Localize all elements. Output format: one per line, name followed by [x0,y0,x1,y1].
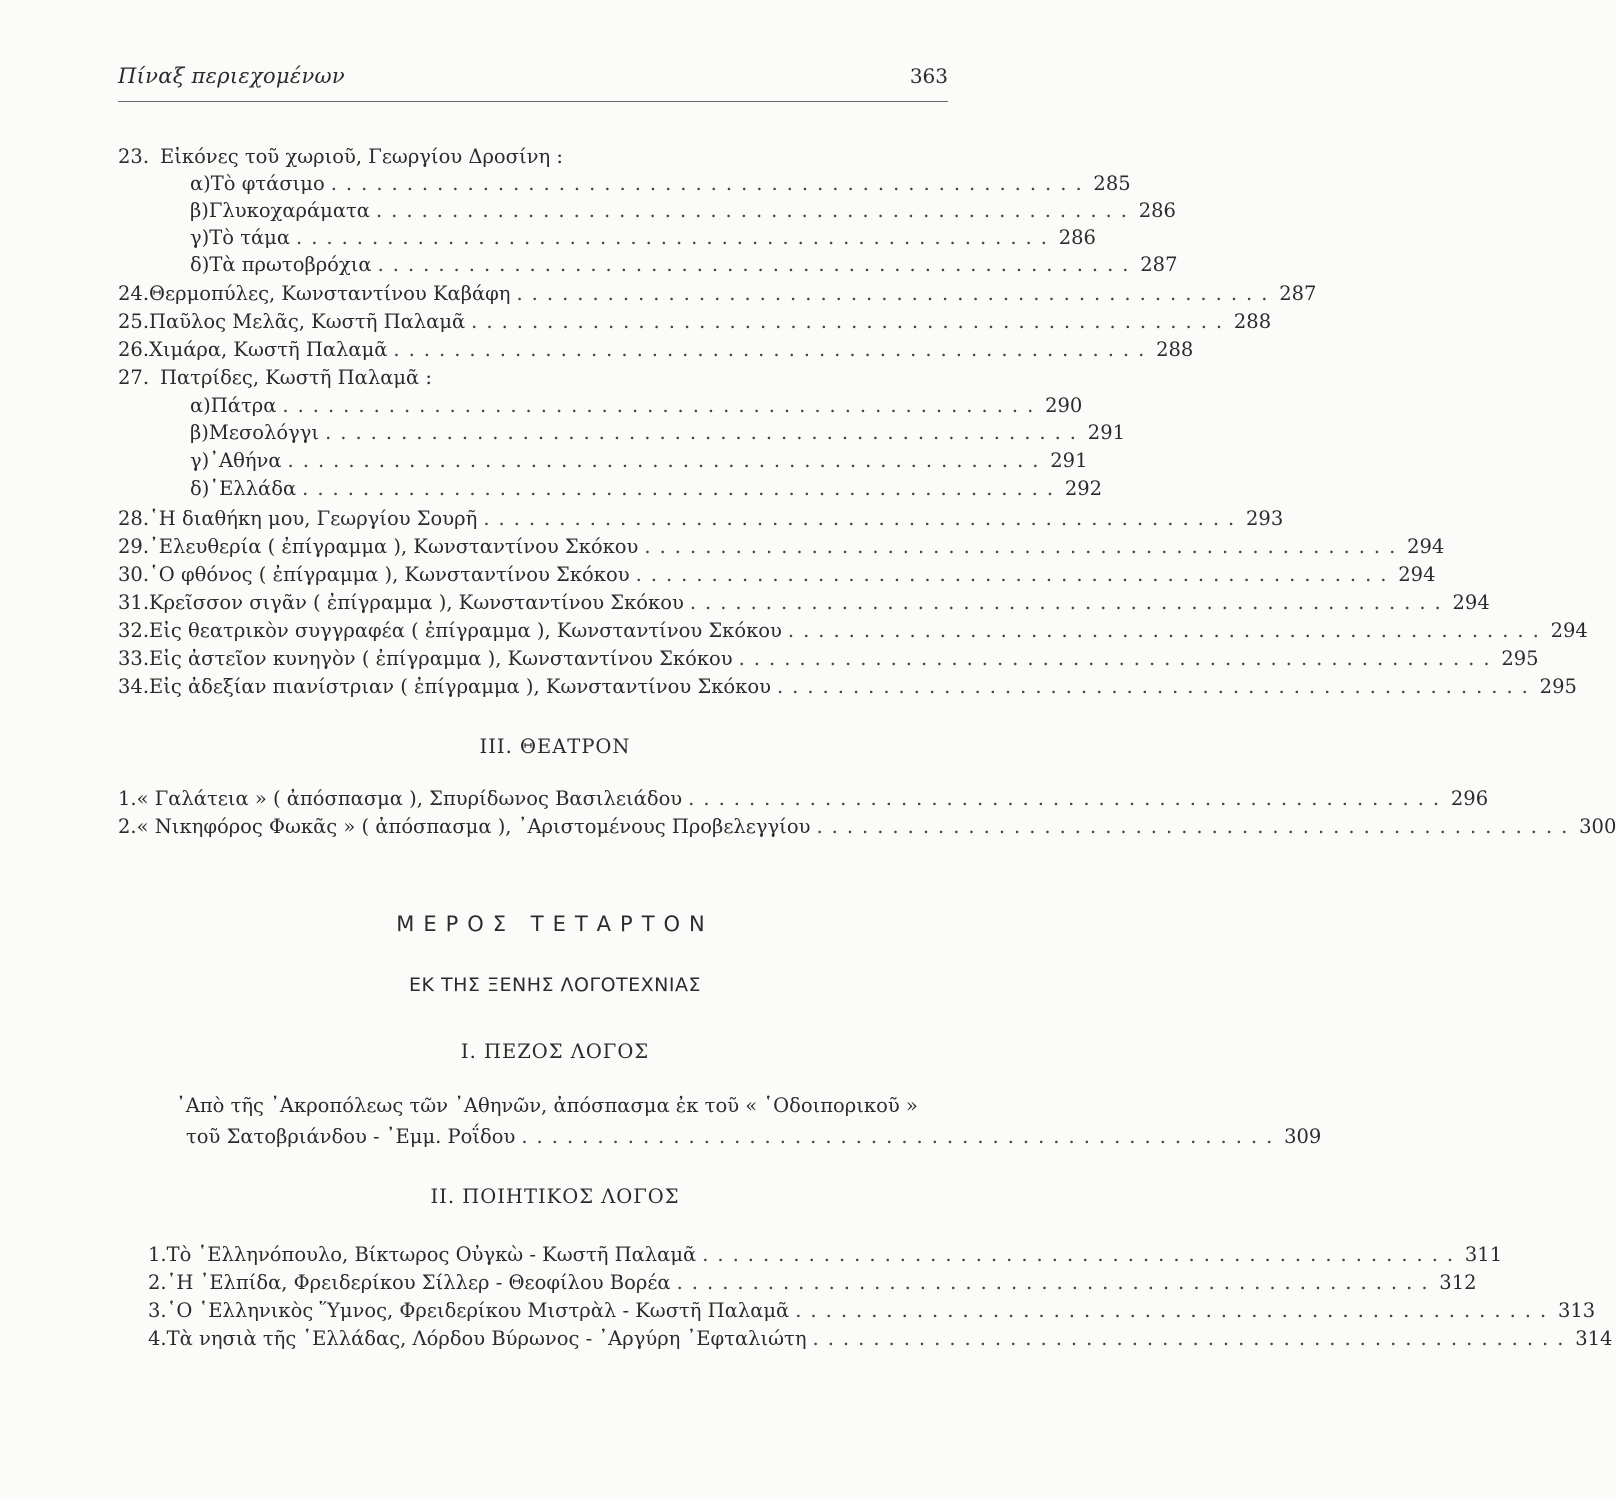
entry-page: 287 [1140,253,1178,276]
part-subtitle: ΕΚ ΤΗΣ ΞΕΝΗΣ ΛΟΓΟΤΕΧΝΙΑΣ [409,974,701,996]
entry-number: 26. [118,338,150,361]
toc-entry [118,670,1577,698]
entry-number: δ) [190,477,210,500]
entry-page: 314 [1575,1327,1613,1350]
toc-entry [190,472,1103,500]
prose-entry-line: ᾿Απὸ τῆς ᾿Ακροπόλεως τῶν ᾿Αθηνῶν, ἀπόσπασμα ἐκ τοῦ « ῾Οδοιπορικοῦ » [176,1094,918,1117]
toc-entry [118,530,1445,558]
entry-number: 2. [118,815,137,838]
toc-entry [118,558,1436,586]
entry-title: ῾Η ᾿Ελπίδα, Φρειδερίκου Σίλλερ - Θεοφίλου Βορέα [166,1271,671,1294]
toc-entry [190,416,1126,444]
entry-number: γ) [190,226,210,249]
toc-entry [148,1266,1477,1294]
leader-dots: .................................................. [787,619,1548,642]
leader-dots: .................................................. [483,507,1244,530]
entry-number: 1. [118,787,137,810]
entry-title: Τὰ πρωτοβρόχια [209,253,372,276]
header-rule [118,101,948,102]
leader-dots: .................................................. [635,563,1396,586]
leader-dots: .................................................. [296,226,1056,249]
entry-title: « Γαλάτεια » ( ἀπόσπασμα ), Σπυρίδωνος Βασιλειάδου [136,787,683,810]
entry-number: γ) [190,449,210,472]
toc-entry [118,140,948,168]
leader-dots: .................................................. [377,253,1138,276]
entry-number: 1. [148,1243,167,1266]
entry-number: 32. [118,619,150,642]
entry-title: Θερμοπύλες, Κωνσταντίνου Καβάφη [149,282,511,305]
entry-page: 313 [1557,1299,1596,1322]
entry-title: Εἰς θεατρικὸν συγγραφέα ( ἐπίγραμμα ), Κωνσταντίνου Σκόκου [149,619,782,642]
toc-entry [190,248,1178,276]
entry-number: β) [190,421,209,444]
entry-page: 288 [1233,310,1272,333]
entry-page: 294 [1550,619,1588,642]
entry-page: 293 [1246,507,1284,530]
leader-dots: .................................................. [738,647,1499,670]
entry-page: 300 [1579,815,1616,838]
leader-dots: .................................................. [282,394,1043,417]
leader-dots: .................................................. [816,815,1577,838]
entry-page: 296 [1450,787,1489,810]
leader-dots: .................................................. [812,1327,1573,1350]
entry-title: Κρεῖσσον σιγᾶν ( ἐπίγραμμα ), Κωνσταντίνου Σκόκου [149,591,684,614]
toc-entry [148,1322,1613,1350]
toc-entry [186,1120,1322,1148]
page-number: 363 [909,64,948,88]
entry-number: 27. [118,366,150,389]
entry-number: 33. [118,647,150,670]
entry-number: β) [190,199,209,222]
leader-dots: .................................................. [676,1271,1437,1294]
section-heading-poetry: ΙΙ. ΠΟΙΗΤΙΚΟΣ ΛΟΓΟΣ [430,1185,680,1208]
entry-title: Πάτρα [210,394,277,417]
entry-title: Χιμάρα, Κωστῆ Παλαμᾶ [149,338,388,361]
toc-entry [118,333,1194,361]
leader-dots: .................................................. [702,1243,1463,1266]
entry-number: 25. [118,310,150,333]
entry-title: ῾Ο ῾Ελληνικὸς Ὕμνος, Φρειδερίκου Μιστρὰλ - Κωστῆ Παλαμᾶ [166,1299,790,1322]
entry-title: ῾Η διαθήκη μου, Γεωργίου Σουρῆ [149,507,478,530]
entry-title: Πατρίδες, Κωστῆ Παλαμᾶ : [160,366,432,389]
entry-title: Παῦλος Μελᾶς, Κωστῆ Παλαμᾶ [149,310,466,333]
entry-page: 287 [1279,282,1317,305]
toc-entry [118,502,1284,530]
toc-entry [118,782,1489,810]
toc-entry [190,167,1131,195]
entry-title: Εἰς ἀστεῖον κυνηγὸν ( ἐπίγραμμα ), Κωνσταντίνου Σκόκου [149,647,733,670]
leader-dots: .................................................. [644,535,1405,558]
part-title: ΜΕΡΟΣ ΤΕΤΑΡΤΟΝ [396,912,714,936]
toc-entry [190,389,1083,417]
toc-entry [118,642,1539,670]
entry-number: 34. [118,675,150,698]
entry-page: 286 [1058,226,1096,249]
leader-dots: .................................................. [689,591,1450,614]
leader-dots: .................................................. [375,199,1136,222]
entry-title: Τὸ φτάσιμο [210,172,325,195]
running-header-title: Πίναξ περιεχομένων [118,64,345,88]
toc-entry [118,305,1272,333]
toc-entry [148,1294,1596,1322]
leader-dots: .................................................. [688,787,1449,810]
entry-page: 294 [1398,563,1436,586]
entry-title: ῾Ελλάδα [209,477,297,500]
toc-entry [118,586,1490,614]
toc-entry [118,810,1616,838]
entry-page: 290 [1045,394,1083,417]
toc-entry [190,194,1176,222]
entry-page: 294 [1452,591,1490,614]
toc-entry [118,614,1588,642]
entry-title: Εἰς ἀδεξίαν πιανίστριαν ( ἐπίγραμμα ), Κωνσταντίνου Σκόκου [149,675,771,698]
entry-number: 23. [118,145,150,168]
entry-number: α) [190,172,211,195]
entry-title: ῾Ο φθόνος ( ἐπίγραμμα ), Κωνσταντίνου Σκόκου [149,563,630,586]
entry-number: 2. [148,1271,167,1294]
toc-entry [190,221,1096,249]
entry-title: Μεσολόγγι [208,421,320,444]
entry-number: δ) [190,253,210,276]
entry-page: 291 [1050,449,1088,472]
entry-page: 294 [1407,535,1445,558]
entry-title: ᾿Αθήνα [209,449,282,472]
entry-title: Τὸ τάμα [209,226,291,249]
entry-title: τοῦ Σατοβριάνδου - ᾿Εμμ. Ροΐδου [186,1125,516,1148]
leader-dots: .................................................. [325,421,1086,444]
entry-page: 295 [1539,675,1577,698]
entry-title: ᾿Ελευθερία ( ἐπίγραμμα ), Κωνσταντίνου Σκόκου [149,535,639,558]
leader-dots: .................................................. [287,449,1048,472]
entry-page: 285 [1093,172,1131,195]
section-heading-theatre: ΙΙΙ. ΘΕΑΤΡΟΝ [479,735,631,758]
entry-title: Τὸ ῾Ελληνόπουλο, Βίκτωρος Οὐγκὼ - Κωστῆ Παλαμᾶ [166,1243,697,1266]
leader-dots: .................................................. [330,172,1091,195]
entry-number: 31. [118,591,150,614]
entry-page: 309 [1284,1125,1322,1148]
leader-dots: .................................................. [393,338,1154,361]
leader-dots: .................................................. [521,1125,1282,1148]
toc-entry [118,361,948,389]
leader-dots: .................................................. [471,310,1232,333]
entry-number: 24. [118,282,150,305]
entry-page: 286 [1138,199,1176,222]
entry-page: 288 [1156,338,1194,361]
toc-entry [148,1238,1503,1266]
entry-number: 4. [148,1327,167,1350]
entry-title: « Νικηφόρος Φωκᾶς » ( ἀπόσπασμα ), ᾿Αριστομένους Προβελεγγίου [136,815,811,838]
section-heading-prose: Ι. ΠΕΖΟΣ ΛΟΓΟΣ [460,1040,650,1063]
entry-page: 295 [1501,647,1539,670]
leader-dots: .................................................. [516,282,1277,305]
entry-title: Τὰ νησιὰ τῆς ῾Ελλάδας, Λόρδου Βύρωνος - ᾿Αργύρη ᾿Εφταλιώτη [166,1327,807,1350]
toc-entry [190,444,1088,472]
entry-page: 291 [1087,421,1126,444]
entry-number: 3. [148,1299,167,1322]
toc-entry [118,277,1317,305]
entry-page: 311 [1464,1243,1503,1266]
entry-number: 30. [118,563,150,586]
entry-page: 312 [1439,1271,1477,1294]
entry-page: 292 [1064,477,1103,500]
leader-dots: .................................................. [302,477,1063,500]
entry-number: 29. [118,535,150,558]
entry-title: Εἰκόνες τοῦ χωριοῦ, Γεωργίου Δροσίνη : [160,145,563,168]
entry-number: α) [190,394,211,417]
entry-title: Γλυκοχαράματα [208,199,370,222]
leader-dots: .................................................. [795,1299,1556,1322]
leader-dots: .................................................. [776,675,1537,698]
entry-number: 28. [118,507,150,530]
